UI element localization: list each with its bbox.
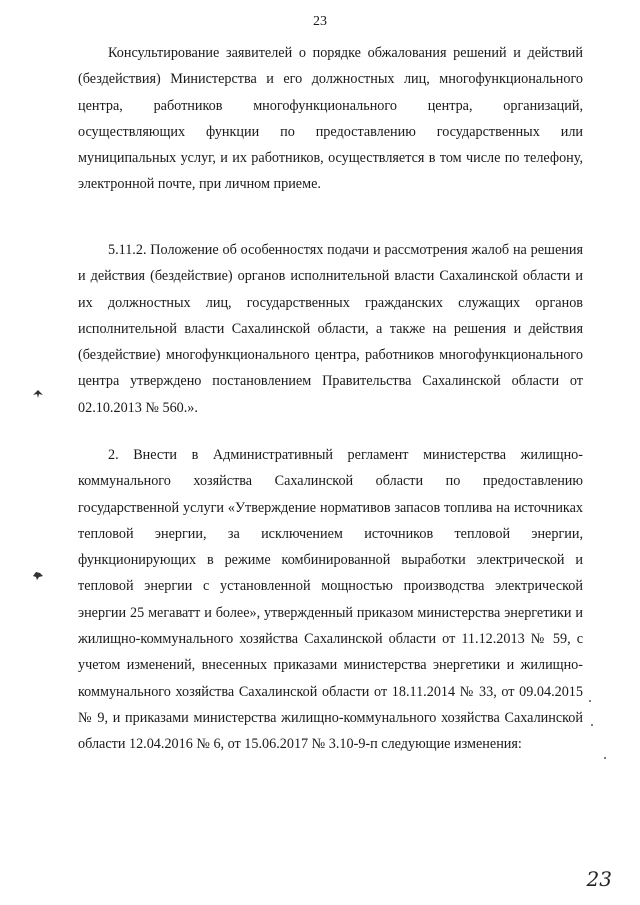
paragraph-text: 5.11.2. Положение об особенностях подачи и рассмотрения жалоб на решения и действия (бездействие) органов исполнительной власти Сахалинской области и их должностных лиц, государственных гражданских служащих органов исполнительной власти Сахалинской области, а также на решения и действия (бездействие) многофункционального центра, работников многофункционального центра утверждено постановлением Правительства Сахалинской области от 02.10.2013 № 560.».	[78, 242, 583, 416]
page-number: 23	[313, 14, 327, 29]
paragraph-amendment-order	[78, 442, 583, 758]
scan-artifact-icon	[32, 389, 44, 399]
scan-artifact-icon	[32, 571, 44, 581]
scan-speck	[591, 724, 593, 726]
paragraph-complaint-regulation	[78, 237, 583, 421]
scan-speck	[589, 700, 591, 702]
handwritten-page-number: 23	[586, 867, 612, 891]
paragraph-text: 2. Внести в Административный регламент министерства жилищно-коммунального хозяйства Сахалинской области по предоставлению государственной услуги «Утверждение нормативов запасов топлива на источниках тепловой энергии, за исключением источников тепловой энергии, функционирующих в режиме комбинированной выработки электрической и тепловой энергии с установленной мощностью производства электрической энергии 25 мегаватт и более», утвержденный приказом министерства энергетики и жилищно-коммунального хозяйства Сахалинской области от 11.12.2013 № 59, с учетом изменений, внесенных приказами министерства энергетики и жилищно-коммунального хозяйства Сахалинской области от 18.11.2014 № 33, от 09.04.2015 № 9, и приказами министерства жилищно-коммунального хозяйства Сахалинской области 12.04.2016 № 6, от 15.06.2017 № 3.10-9-п следующие изменения:	[78, 447, 583, 753]
paragraph-appeal-consultation	[78, 40, 583, 198]
paragraph-text: Консультирование заявителей о порядке обжалования решений и действий (бездействия) Министерства и его должностных лиц, многофункционального центра, работников многофункционального центра, организаций, осуществляющих функции по предоставлению государственных или муниципальных услуг, и их работников, осуществляется в том числе по телефону, электронной почте, при личном приеме.	[78, 45, 583, 193]
scan-speck	[604, 757, 606, 759]
